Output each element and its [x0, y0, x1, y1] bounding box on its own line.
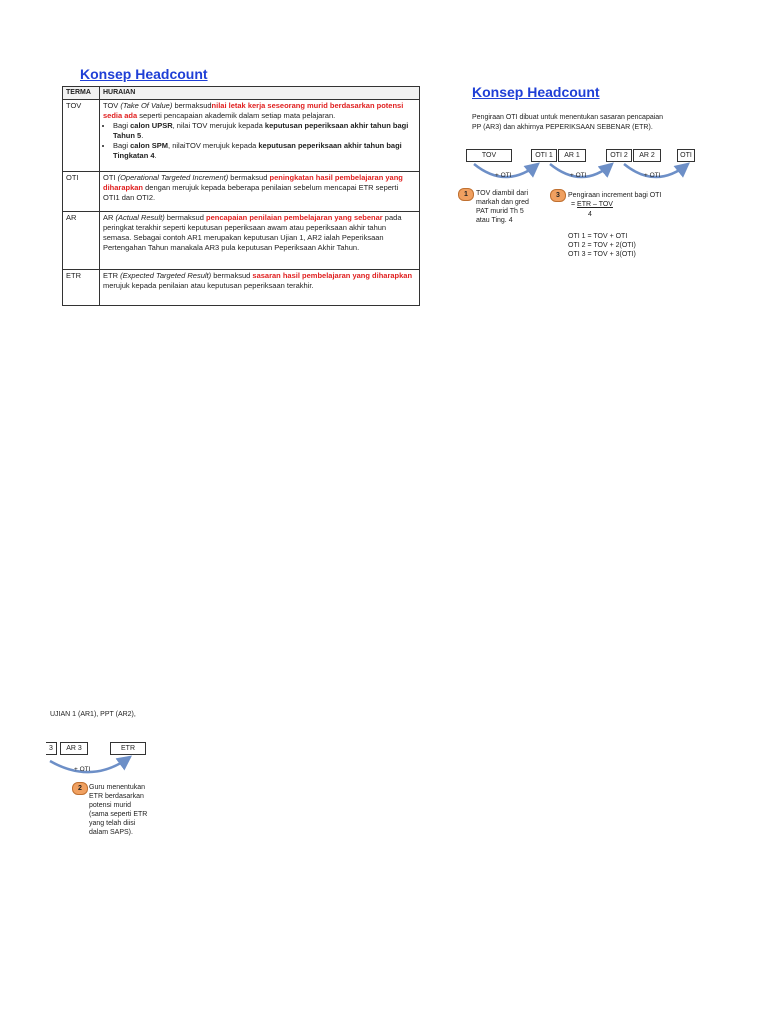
- note2-line: dalam SAPS).: [89, 829, 133, 836]
- term-tov: TOV: [63, 100, 100, 172]
- note2-line: Guru menentukan: [89, 784, 146, 791]
- term-oti: OTI: [63, 172, 100, 212]
- intro-line-2: PP (AR3) dan akhirnya PEPERIKSAAN SEBENAR (ETR).: [472, 124, 653, 131]
- table-row: [63, 270, 420, 306]
- text: calon SPM: [130, 141, 169, 150]
- highlight-text: pencapaian penilaian pembelajaran yang sebenar: [205, 213, 383, 222]
- right-title: Konsep Headcount: [472, 84, 600, 100]
- highlight-text: peningkatan hasil pembelajaran yang diharapkan: [103, 173, 403, 192]
- formula: OTI 2 = TOV + 2(OTI): [568, 242, 636, 249]
- eq-prefix: =: [571, 201, 578, 208]
- text: dengan merujuk kepada beberapa penilaian sebelum mencapai ETR seperti OTI1 dan OTI2.: [103, 183, 399, 202]
- list-item: [113, 141, 416, 161]
- text: (Take Of Value): [120, 101, 173, 110]
- left-title: Konsep Headcount: [80, 66, 208, 82]
- note3-line: Pengiraan increment bagi OTI: [568, 192, 662, 199]
- definitions-table: [62, 86, 420, 306]
- box-etr: ETR: [110, 742, 146, 755]
- text: seperti pencapaian akademik dalam setiap mata pelajaran.: [137, 111, 336, 120]
- text: pada peringkat terakhir seperti keputusan peperiksaan awam atau peperiksaan akhir tahun semasa. Sebagai contoh AR1 merupakan keputusan Ujian 1, AR2 ialah Peperiksaan Pertengahan Tahun manakala AR3 pula keputusan Peperiksaan Akhir Tahun.: [103, 213, 402, 252]
- note3-eq: [571, 200, 613, 209]
- text: OTI: [103, 173, 118, 182]
- box-oti2: OTI 2: [606, 149, 632, 162]
- arrow-label-4: + OTI: [74, 766, 91, 773]
- text: (Actual Result): [115, 213, 165, 222]
- box-ar3: AR 3: [60, 742, 88, 755]
- box-ar1: AR 1: [558, 149, 586, 162]
- text: Bagi: [113, 121, 131, 130]
- text: (Operational Targeted Increment): [117, 173, 229, 182]
- text: , nilaiTOV merujuk kepada: [168, 141, 259, 150]
- text: Bagi: [113, 141, 131, 150]
- text: keputusan peperiksaan akhir tahun bagi Tingkatan 4: [113, 141, 402, 160]
- box-oti1: OTI 1: [531, 149, 557, 162]
- box-oti3: OTI: [677, 149, 695, 162]
- fraction-numerator: ETR – TOV: [577, 201, 613, 208]
- highlight-text: nilai letak kerja seseorang murid berdasarkan potensi sedia ada: [103, 101, 404, 120]
- bottom-intro: UJIAN 1 (AR1), PPT (AR2),: [50, 711, 136, 718]
- box-tov: TOV: [466, 149, 512, 162]
- note2-line: ETR berdasarkan: [89, 793, 144, 800]
- term-ar: AR: [63, 212, 100, 270]
- table-row: [63, 100, 420, 172]
- desc-tov: [100, 100, 420, 172]
- desc-ar: [100, 212, 420, 270]
- text: merujuk kepada penilaian atau keputusan peperiksaan terakhir.: [103, 281, 314, 290]
- note1-line: markah dan gred: [476, 199, 529, 206]
- tov-bullets: [103, 121, 416, 161]
- text: .: [154, 151, 157, 160]
- fraction-denominator: 4: [588, 211, 592, 218]
- note2-line: potensi murid: [89, 802, 132, 809]
- text: ETR: [103, 271, 121, 280]
- desc-oti: [100, 172, 420, 212]
- formula: OTI 3 = TOV + 3(OTI): [568, 251, 636, 258]
- list-item: [113, 121, 416, 141]
- text: calon UPSR: [130, 121, 173, 130]
- note1-line: atau Ting. 4: [476, 217, 513, 224]
- table-row: [63, 172, 420, 212]
- header-terma: TERMA: [63, 87, 100, 100]
- note2-line: (sama seperti ETR: [89, 811, 148, 818]
- box-partial-3: 3: [46, 742, 57, 755]
- text: bermaksud: [172, 101, 212, 110]
- note2-line: yang telah diisi: [89, 820, 136, 827]
- text: bermaksud: [228, 173, 270, 182]
- text: bermaksud: [164, 213, 206, 222]
- highlight-text: sasaran hasil pembelajaran yang diharapkan: [252, 271, 413, 280]
- box-ar2: AR 2: [633, 149, 661, 162]
- arrow-label-2: + OTI: [570, 172, 587, 179]
- text: , nilai TOV merujuk kepada: [172, 121, 265, 130]
- step-badge-3: 3: [550, 189, 566, 202]
- arrow-label-1: + OTI: [495, 172, 512, 179]
- step-badge-1: 1: [458, 188, 474, 201]
- table-row: [63, 212, 420, 270]
- text: (Expected Targeted Result): [120, 271, 212, 280]
- note1-line: PAT murid Th 5: [476, 208, 524, 215]
- table-header-row: [63, 87, 420, 100]
- text: .: [141, 131, 144, 140]
- text: AR: [103, 213, 116, 222]
- text: keputusan peperiksaan akhir tahun bagi Tahun 5: [113, 121, 409, 140]
- header-huraian: HURAIAN: [100, 87, 420, 100]
- formula: OTI 1 = TOV + OTI: [568, 233, 628, 240]
- text: bermaksud: [211, 271, 253, 280]
- arrow-label-3: + OTI: [644, 172, 661, 179]
- step-badge-2: 2: [72, 782, 88, 795]
- term-etr: ETR: [63, 270, 100, 306]
- note1-line: TOV diambil dari: [476, 190, 529, 197]
- text: TOV: [103, 101, 121, 110]
- intro-line-1: Pengiraan OTI dibuat untuk menentukan sasaran pencapaian: [472, 114, 664, 121]
- bottom-arrow-svg: [46, 755, 156, 781]
- desc-etr: [100, 270, 420, 306]
